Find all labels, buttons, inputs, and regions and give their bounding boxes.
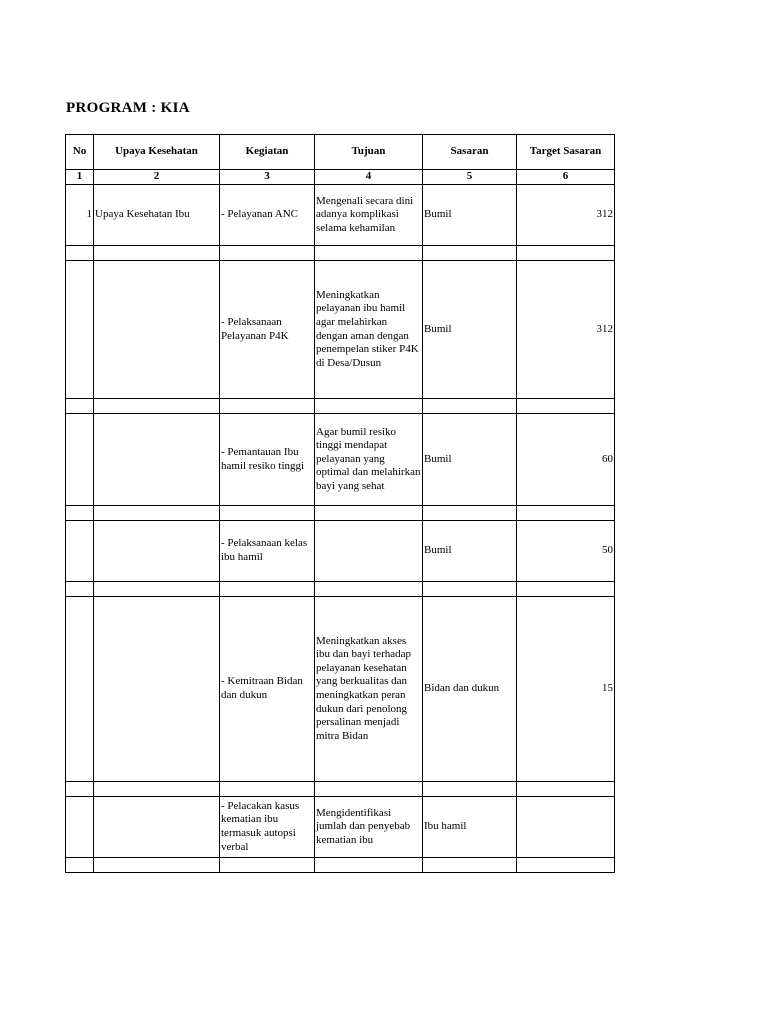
spacer-row xyxy=(66,858,615,873)
cell-upaya: Upaya Kesehatan Ibu xyxy=(94,185,220,246)
header-no: No xyxy=(66,135,94,170)
cell-tujuan: Mengenali secara dini adanya komplikasi selama kehamilan xyxy=(315,185,423,246)
cell-no xyxy=(66,414,94,506)
spacer-row xyxy=(66,506,615,521)
cell-no xyxy=(66,521,94,582)
table-row xyxy=(66,185,615,246)
cell-tujuan: Mengidentifikasi jumlah dan penyebab kematian ibu xyxy=(315,797,423,858)
cell-kegiatan: - Pelacakan kasus kematian ibu termasuk autopsi verbal xyxy=(220,797,315,858)
cell-no xyxy=(66,597,94,782)
cell-upaya xyxy=(94,797,220,858)
table-row xyxy=(66,521,615,582)
cell-target: 312 xyxy=(517,261,615,399)
cell-target: 50 xyxy=(517,521,615,582)
cell-target: 312 xyxy=(517,185,615,246)
cell-target: 60 xyxy=(517,414,615,506)
spacer-row xyxy=(66,246,615,261)
column-number: 1 xyxy=(66,170,94,185)
table-row xyxy=(66,597,615,782)
cell-tujuan: Meningkatkan pelayanan ibu hamil agar melahirkan dengan aman dengan penempelan stiker P4K di Desa/Dusun xyxy=(315,261,423,399)
table-row xyxy=(66,261,615,399)
cell-kegiatan: - Pelaksanaan kelas ibu hamil xyxy=(220,521,315,582)
table-row xyxy=(66,414,615,506)
cell-kegiatan: - Kemitraan Bidan dan dukun xyxy=(220,597,315,782)
spacer-row xyxy=(66,399,615,414)
column-number-row xyxy=(66,170,615,185)
cell-upaya xyxy=(94,521,220,582)
cell-kegiatan: - Pemantauan Ibu hamil resiko tinggi xyxy=(220,414,315,506)
table-row xyxy=(66,797,615,858)
cell-no: 1 xyxy=(66,185,94,246)
cell-sasaran: Bumil xyxy=(423,261,517,399)
page-title: PROGRAM : KIA xyxy=(66,100,190,116)
column-number: 4 xyxy=(315,170,423,185)
cell-sasaran: Bidan dan dukun xyxy=(423,597,517,782)
column-number: 3 xyxy=(220,170,315,185)
cell-tujuan: Agar bumil resiko tinggi mendapat pelayanan yang optimal dan melahirkan bayi yang sehat xyxy=(315,414,423,506)
cell-upaya xyxy=(94,261,220,399)
program-table xyxy=(65,134,615,873)
cell-kegiatan: - Pelayanan ANC xyxy=(220,185,315,246)
cell-sasaran: Bumil xyxy=(423,414,517,506)
cell-upaya xyxy=(94,597,220,782)
header-kegiatan: Kegiatan xyxy=(220,135,315,170)
spacer-row xyxy=(66,582,615,597)
header-sasaran: Sasaran xyxy=(423,135,517,170)
header-row xyxy=(66,135,615,170)
cell-tujuan: Meningkatkan akses ibu dan bayi terhadap pelayanan kesehatan yang berkualitas dan meningkatkan peran dukun dari penolong persalinan menjadi mitra Bidan xyxy=(315,597,423,782)
cell-kegiatan: - Pelaksanaan Pelayanan P4K xyxy=(220,261,315,399)
column-number: 2 xyxy=(94,170,220,185)
cell-target: 15 xyxy=(517,597,615,782)
cell-sasaran: Ibu hamil xyxy=(423,797,517,858)
cell-no xyxy=(66,797,94,858)
header-target-sasaran: Target Sasaran xyxy=(517,135,615,170)
cell-tujuan xyxy=(315,521,423,582)
cell-target xyxy=(517,797,615,858)
cell-sasaran: Bumil xyxy=(423,521,517,582)
header-upaya-kesehatan: Upaya Kesehatan xyxy=(94,135,220,170)
column-number: 6 xyxy=(517,170,615,185)
spacer-row xyxy=(66,782,615,797)
cell-upaya xyxy=(94,414,220,506)
column-number: 5 xyxy=(423,170,517,185)
header-tujuan: Tujuan xyxy=(315,135,423,170)
cell-no xyxy=(66,261,94,399)
cell-sasaran: Bumil xyxy=(423,185,517,246)
